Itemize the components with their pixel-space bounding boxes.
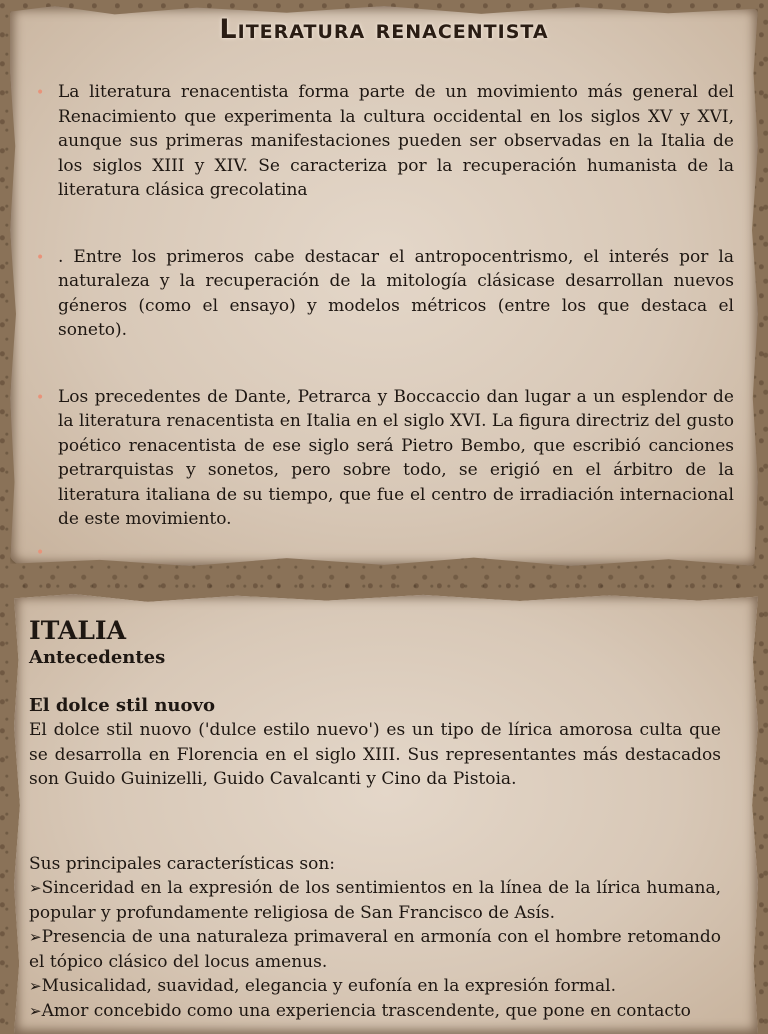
feature-item <box>29 876 721 925</box>
arrow-bullet-icon: ➢ <box>29 977 42 995</box>
bullet-text: . Entre los primeros cabe destacar el antropocentrismo, el interés por la naturaleza y la recuperación de la mitología clásicase desarrollan nuevos géneros (como el ensayo) y modelos métricos (entre los que destaca el soneto). <box>58 246 734 340</box>
feature-text: Presencia de una naturaleza primaveral en armonía con el hombre retomando el tópico clásico del locus amenus. <box>29 927 721 972</box>
bullet-item <box>36 385 734 532</box>
bullet-text: Los precedentes de Dante, Petrarca y Boccaccio dan lugar a un esplendor de la literatura renacentista en Italia en el siglo XVI. La figura directriz del gusto poético renacentista de ese siglo será Pietro Bembo, que escribió canciones petrarquistas y sonetos, pero sobre todo, se erigió en el árbitro de la literatura italiana de su tiempo, que fue el centro de irradiación internacional de este movimiento. <box>58 386 734 529</box>
features-intro: Sus principales características son: <box>29 853 336 874</box>
slide-content <box>29 616 721 1023</box>
slide-title: Literatura renacentista <box>219 14 549 45</box>
feature-item <box>29 925 721 974</box>
bullet-list <box>36 80 734 572</box>
bullet-item <box>36 245 734 343</box>
bullet-item-empty <box>36 540 734 564</box>
arrow-bullet-icon: ➢ <box>29 1001 42 1020</box>
feature-item <box>29 999 721 1024</box>
feature-item <box>29 974 721 999</box>
bullet-text: La literatura renacentista forma parte de un movimiento más general del Renacimiento que experimenta la cultura occidental en los siglos XV y XVI, aunque sus primeras manifestaciones pueden ser observadas en la Italia de los siglos XIII y XIV. Se caracteriza por la recuperación humanista de la literatura clásica grecolatina <box>58 82 734 200</box>
bullet-icon: • <box>36 249 45 266</box>
heading-antecedentes: Antecedentes <box>29 647 166 668</box>
heading-italia: ITALIA <box>29 616 126 645</box>
bullet-item <box>36 80 734 203</box>
feature-text: Amor concebido como una experiencia trascendente, que pone en contacto <box>41 1000 691 1021</box>
arrow-bullet-icon: ➢ <box>29 928 42 946</box>
section-text: El dolce stil nuovo ('dulce estilo nuevo') es un tipo de lírica amorosa culta que se desarrolla en Florencia en el siglo XIII. Sus representantes más destacados son Guido Guinizelli, Guido Cavalcanti y Cino da Pistoia. <box>29 720 721 789</box>
bullet-icon: • <box>36 85 45 101</box>
feature-text: Musicalidad, suavidad, elegancia y eufonía en la expresión formal. <box>41 976 616 996</box>
bullet-icon: • <box>36 389 45 406</box>
slide-italia <box>0 580 768 1024</box>
bullet-icon: • <box>36 544 45 561</box>
section-title: El dolce stil nuovo <box>29 695 215 716</box>
arrow-bullet-icon: ➢ <box>29 879 42 897</box>
spacer <box>29 792 721 852</box>
feature-text: Sinceridad en la expresión de los sentimientos en la línea de la lírica humana, popular y profundamente religiosa de San Francisco de Asís. <box>29 878 721 923</box>
features-list <box>29 876 721 1023</box>
